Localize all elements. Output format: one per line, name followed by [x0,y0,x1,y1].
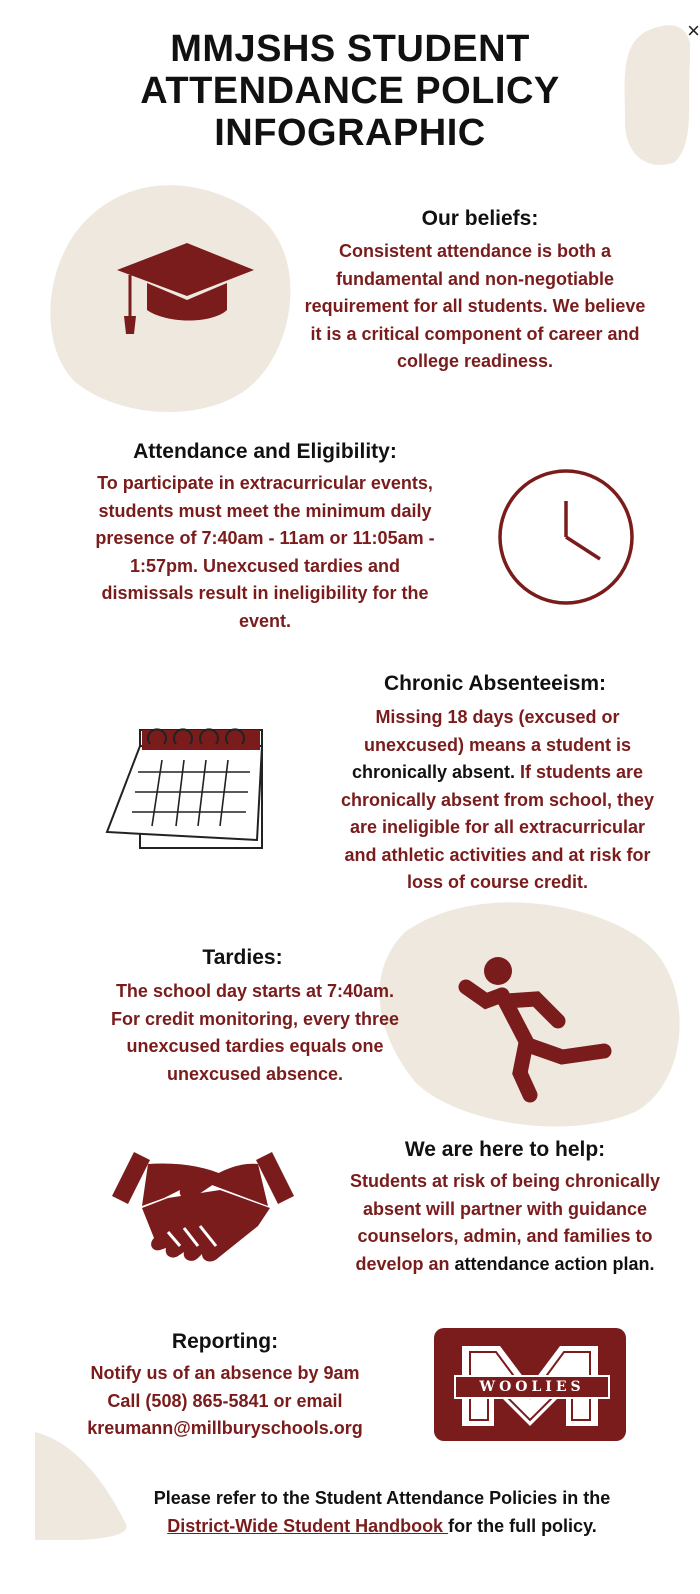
title-line-1: MMJSHS STUDENT [170,28,530,70]
reporting-text [55,1360,395,1443]
tardies-line: unexcused absence. [166,1063,344,1084]
help-line: develop an attendance action plan. [355,1253,655,1274]
chronic-line: chronically absent from school, they [340,789,655,810]
tardies-heading: Tardies: [202,946,283,969]
tardies-line: The school day starts at 7:40am. [115,981,395,1001]
chronic-line: chronically absent. If students are [351,762,644,782]
eligibility-line: event. [238,610,292,631]
chronic-line: are ineligible for all extracurricular [349,817,646,837]
title-line-2: ATTENDANCE POLICY [140,70,560,112]
clock-icon [494,465,639,610]
beliefs-line: it is a critical component of career and [310,323,640,344]
calendar-icon [102,722,272,852]
reporting-line: Notify us of an absence by 9am [90,1363,360,1383]
eligibility-line: presence of 7:40am - 11am or 11:05am - [95,528,435,548]
running-person-icon [458,955,618,1105]
beliefs-line: college readiness. [396,351,554,371]
beliefs-line: requirement for all students. We believe [304,296,646,316]
eligibility-line: To participate in extracurricular events, [97,473,433,493]
help-line: absent will partner with guidance [362,1198,648,1219]
reporting-heading: Reporting: [171,1330,279,1353]
footer-note [0,1484,700,1540]
beliefs-line: Consistent attendance is both a [338,241,612,261]
handbook-link[interactable]: District-Wide Student Handbook [167,1516,449,1536]
tardies-text [75,978,435,1088]
help-text [325,1168,685,1278]
woolies-logo [434,1328,626,1441]
chronic-text [310,704,685,897]
logo-text: WOOLIES [454,1375,610,1399]
beliefs-line: fundamental and non-negotiable [336,268,614,289]
eligibility-line: students must meet the minimum daily [98,500,432,521]
handshake-icon [108,1146,298,1266]
graduation-cap-icon [112,238,257,338]
close-icon[interactable]: × [687,18,700,43]
chronic-line: Missing 18 days (excused or [375,707,620,727]
beliefs-heading: Our beliefs: [421,207,539,230]
email-link[interactable]: kreumann@millburyschools.org [87,1418,363,1438]
eligibility-line: dismissals result in ineligibility for the [101,583,429,603]
title-line-3: INFOGRAPHIC [214,112,486,154]
tardies-line: For credit monitoring, every three [110,1008,400,1029]
footer-line: District-Wide Student Handbook for the full policy. [167,1516,597,1536]
reporting-line: Call (508) 865-5841 or email [107,1390,343,1411]
tardies-line: unexcused tardies equals one [126,1036,384,1056]
eligibility-text [50,470,480,635]
chronic-line: and athletic activities and at risk for [344,844,651,865]
chronic-line: loss of course credit. [406,872,589,892]
eligibility-line: 1:57pm. Unexcused tardies and [129,555,401,576]
help-line: Students at risk of being chronically [349,1171,661,1191]
eligibility-heading: Attendance and Eligibility: [133,440,397,463]
chronic-line: unexcused) means a student is [363,734,632,755]
footer-line: Please refer to the Student Attendance Policies in the [153,1488,611,1508]
help-heading: We are here to help: [404,1138,606,1161]
chronic-heading: Chronic Absenteeism: [383,672,607,695]
help-line: counselors, admin, and families to [357,1226,653,1246]
beliefs-text [275,238,675,376]
page-title [0,28,700,154]
